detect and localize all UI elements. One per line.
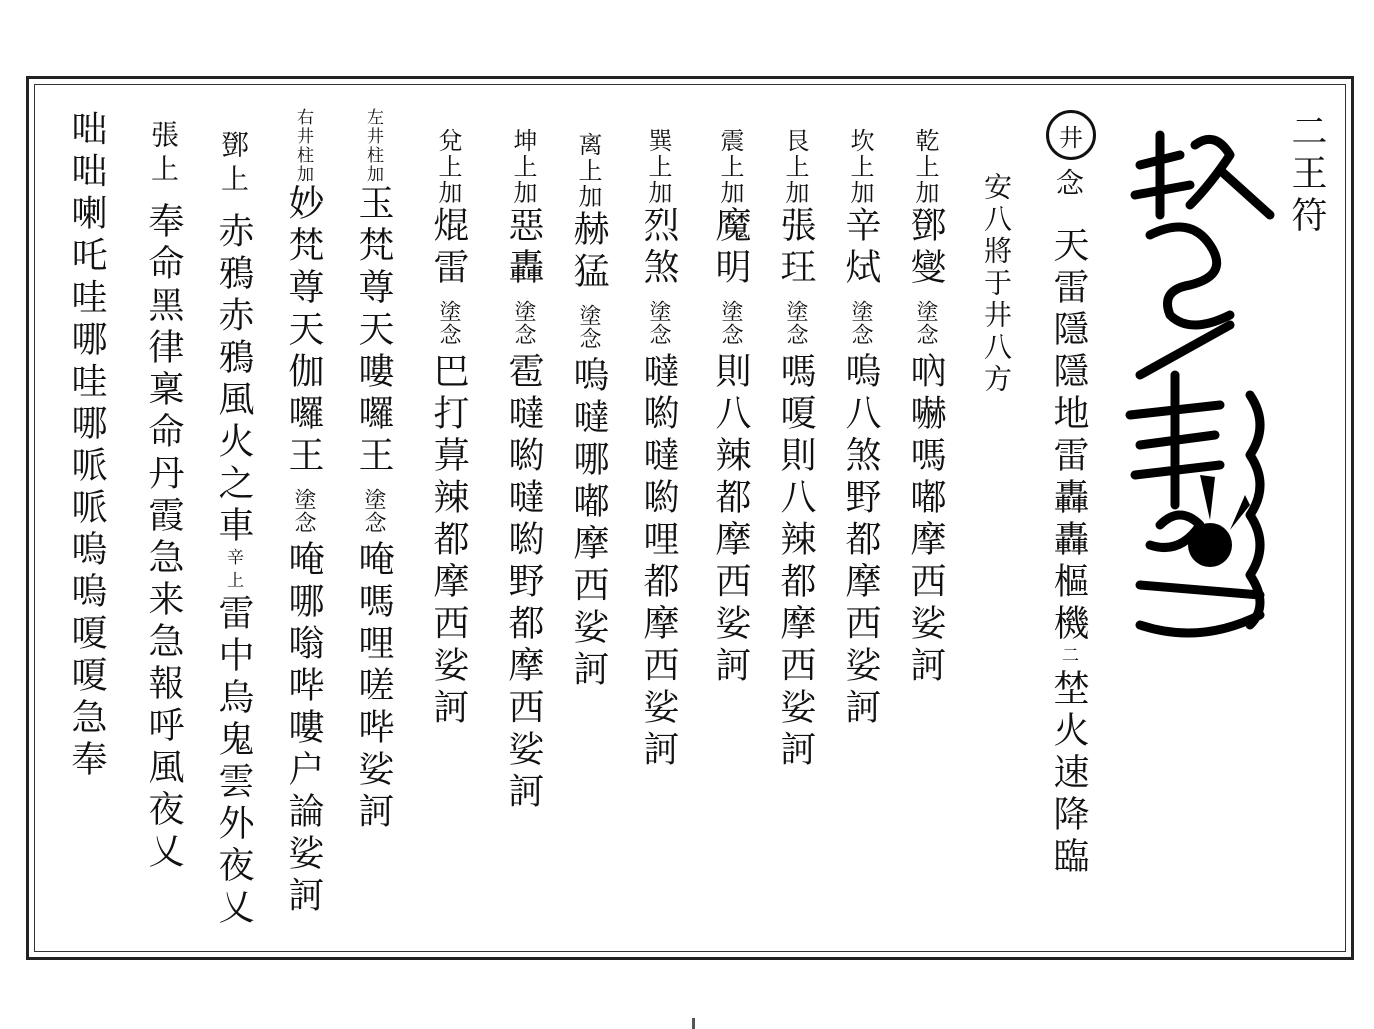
column-prefix: 右井柱加 — [293, 108, 313, 184]
zhang-column — [143, 120, 184, 874]
invocation-text-a: 天雷隱隱地雷轟轟樞機 — [1048, 226, 1089, 646]
nian-label: 念 — [1052, 168, 1085, 202]
column-prefix: 坤上加 — [509, 128, 537, 206]
tu-nian-note: 塗念 — [436, 300, 461, 346]
deity-name: 妙梵尊天伽囉王 — [283, 184, 324, 478]
invocation-text-b: 二 — [1058, 646, 1078, 669]
mantra-text: 吶嚇嗎嘟摩西娑訶 — [905, 352, 946, 688]
mantra-column — [905, 128, 946, 688]
deng-column — [213, 130, 254, 930]
mantra-column — [428, 128, 469, 730]
tu-nian-note: 塗念 — [913, 300, 938, 346]
mantra-text: 唵嗎哩嗟哔娑訶 — [353, 540, 394, 834]
deng-note: 辛上 — [223, 548, 243, 594]
mantra-text: 唵哪嗡哔嘍户論娑訶 — [283, 540, 324, 918]
mantra-column — [283, 108, 324, 918]
deity-name: 烈煞 — [638, 206, 679, 290]
tu-nian-note: 塗念 — [291, 488, 316, 534]
closing-column: 咄咄喇吒哇哪哇哪哌哌嗚嗚嗄嗄急奉 — [66, 110, 107, 782]
mantra-text: 噠喲噠喲哩都摩西娑訶 — [638, 352, 679, 772]
mantra-text: 巴打萛辣都摩西娑訶 — [428, 352, 469, 730]
page-title: 二王符 — [1286, 112, 1327, 238]
column-prefix: 巽上加 — [644, 128, 672, 206]
tu-nian-note: 塗念 — [511, 300, 536, 346]
mantra-column — [840, 128, 881, 730]
mantra-column — [568, 132, 609, 692]
zhang-text: 奉命黑律稟命丹霞急来急報呼風夜乂 — [143, 202, 184, 874]
deity-name: 焜雷 — [428, 206, 469, 290]
column-prefix: 离上加 — [574, 132, 602, 210]
column-prefix: 艮上加 — [781, 128, 809, 206]
invocation-column — [1048, 168, 1089, 879]
column-prefix: 震上加 — [716, 128, 744, 206]
mantra-column — [775, 128, 816, 772]
deng-text-a: 赤鴉赤鴉風火之車 — [213, 212, 254, 548]
seal-mark — [1046, 110, 1096, 160]
tu-nian-note: 塗念 — [646, 300, 671, 346]
zhang-label: 張上 — [147, 120, 180, 188]
deity-name: 赫猛 — [568, 210, 609, 294]
mantra-text: 則八辣都摩西娑訶 — [710, 352, 751, 688]
tu-nian-note: 塗念 — [848, 300, 873, 346]
mantra-text: 嗎嗄則八辣都摩西娑訶 — [775, 352, 816, 772]
column-prefix: 乾上加 — [911, 128, 939, 206]
mantra-text: 嗚噠哪嘟摩西娑訶 — [568, 356, 609, 692]
column-prefix: 兌上加 — [434, 128, 462, 206]
deity-name: 魔明 — [710, 206, 751, 290]
deng-label: 鄧上 — [217, 130, 250, 198]
talisman-glyph-icon — [1120, 125, 1280, 655]
tu-nian-note: 塗念 — [576, 304, 601, 350]
deng-text-b: 雷中烏鬼雲外夜乂 — [213, 594, 254, 930]
column-prefix: 左井柱加 — [363, 108, 383, 184]
deity-name: 玉梵尊天嘍囉王 — [353, 184, 394, 478]
tu-nian-note: 塗念 — [361, 488, 386, 534]
mantra-column — [638, 128, 679, 772]
seal-char: 井 — [1059, 123, 1083, 152]
tu-nian-note: 塗念 — [783, 300, 808, 346]
mantra-column — [353, 108, 394, 834]
deity-name: 張玨 — [775, 206, 816, 290]
mantra-text: 嗚八煞野都摩西娑訶 — [840, 352, 881, 730]
deity-name: 惡轟 — [503, 206, 544, 290]
invocation-text-c: 埜火速降臨 — [1048, 669, 1089, 879]
scan-mark — [692, 1018, 695, 1029]
tu-nian-note: 塗念 — [718, 300, 743, 346]
an-ba-jiang: 安八將于井八方 — [980, 172, 1013, 396]
mantra-column — [503, 128, 544, 814]
deity-name: 辛烒 — [840, 206, 881, 290]
column-prefix: 坎上加 — [846, 128, 874, 206]
deity-name: 鄧燮 — [905, 206, 946, 290]
mantra-text: 雹噠喲噠喲野都摩西娑訶 — [503, 352, 544, 814]
mantra-column — [710, 128, 751, 688]
